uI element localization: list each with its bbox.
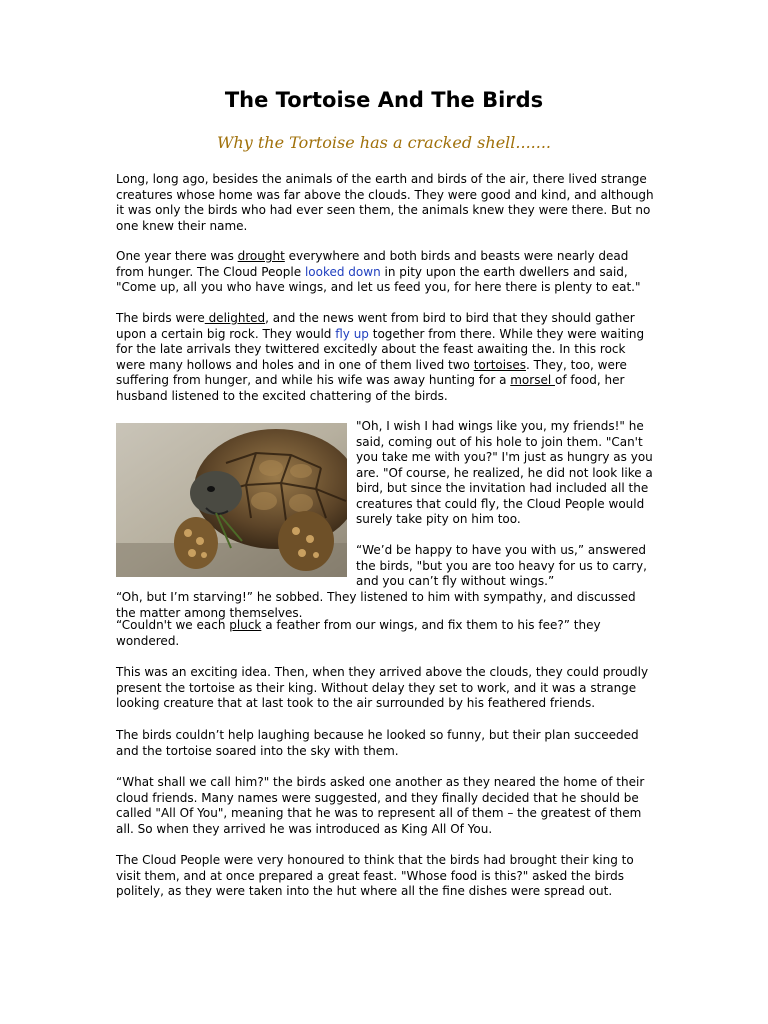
paragraph-4: "Oh, I wish I had wings like you, my friends!" he said, coming out of his hole to join them. "Can't you take me with you?" I'm just as hungry as you are. "Of course, he realized, he did not look like a bird, but since the invitation had included all the creatures that could fly, the Cloud People would surely take pity on him too. — [356, 419, 653, 526]
paragraph-11: The Cloud People were very honoured to think that the birds had brought their king to visit them, and at once prepared a great feast. "Whose food is this?" asked the birds politely, as they were taken into the hut where all the fine dishes were spread out. — [116, 853, 634, 898]
paragraph-10: “What shall we call him?" the birds asked one another as they neared the home of their cloud friends. Many names were suggested, and they finally decided that he should be called "All Of You", meaning that he was to represent all of them – the greatest of them all. So when they arrived he was introduced as King All Of You. — [116, 775, 645, 836]
link-fly-up[interactable]: fly up — [335, 326, 369, 341]
paragraph-6: “Oh, but I’m starving!” he sobbed. They listened to him with sympathy, and discussed the matter among themselves. — [116, 590, 636, 620]
text-run: together from there. While they were waiting for the late arrivals they twittered excitedly about the feast awaiting the. In this rock were many hollows and holes and in one of them lived two — [116, 326, 645, 372]
tortoise-photo — [116, 423, 347, 577]
link-morsel[interactable]: morsel — [510, 373, 555, 387]
tortoise-illustration — [116, 423, 347, 577]
paragraph-2 — [116, 249, 656, 296]
text-run: everywhere and both birds and beasts were nearly dead from hunger. The Cloud People — [116, 249, 629, 279]
link-drought[interactable]: drought — [237, 249, 285, 263]
text-run: The birds were — [116, 311, 205, 325]
page-subtitle: Why the Tortoise has a cracked shell....... — [216, 133, 551, 152]
text-run: . They, too, were suffering from hunger, and while his wife was away hunting for a — [116, 357, 627, 387]
link-looked-down[interactable]: looked down — [304, 264, 381, 279]
text-run: One year there was — [116, 249, 238, 263]
link-pluck[interactable]: pluck — [229, 618, 262, 632]
text-run: , and the news went from bird to bird that they should gather upon a certain big rock. They would — [116, 311, 635, 341]
text-run: a feather from our wings, and fix them to his fee?” they wondered. — [116, 618, 601, 648]
page-title: The Tortoise And The Birds — [224, 88, 544, 112]
paragraph-1: Long, long ago, besides the animals of the earth and birds of the air, there lived strange creatures whose home was far above the clouds. They were good and kind, and although it was only the birds who had ever seen them, the animals knew they were there. But no one knew their name. — [116, 172, 654, 233]
text-run: “Couldn't we each — [116, 618, 230, 632]
paragraph-8: This was an exciting idea. Then, when they arrived above the clouds, they could proudly present the tortoise as their king. Without delay they set to work, and it was a strange looking creature that at last took to the air surrounded by his feathered friends. — [116, 665, 649, 710]
text-run: in pity upon the earth dwellers and said, "Come up, all you who have wings, and let us feed you, for here there is plenty to eat." — [116, 264, 641, 294]
paragraph-7 — [116, 618, 656, 649]
paragraph-5: “We’d be happy to have you with us,” answered the birds, "but you are too heavy for us to carry, and you can’t fly without wings.” — [356, 543, 647, 588]
paragraph-3 — [116, 311, 656, 404]
link-tortoises[interactable]: tortoises — [473, 357, 526, 372]
paragraph-9: The birds couldn’t help laughing because he looked so funny, but their plan succeeded and the tortoise soared into the sky with them. — [116, 728, 639, 758]
link-delighted[interactable]: delighted — [204, 311, 266, 325]
text-run: of food, her husband listened to the excited chattering of the birds. — [116, 373, 625, 403]
